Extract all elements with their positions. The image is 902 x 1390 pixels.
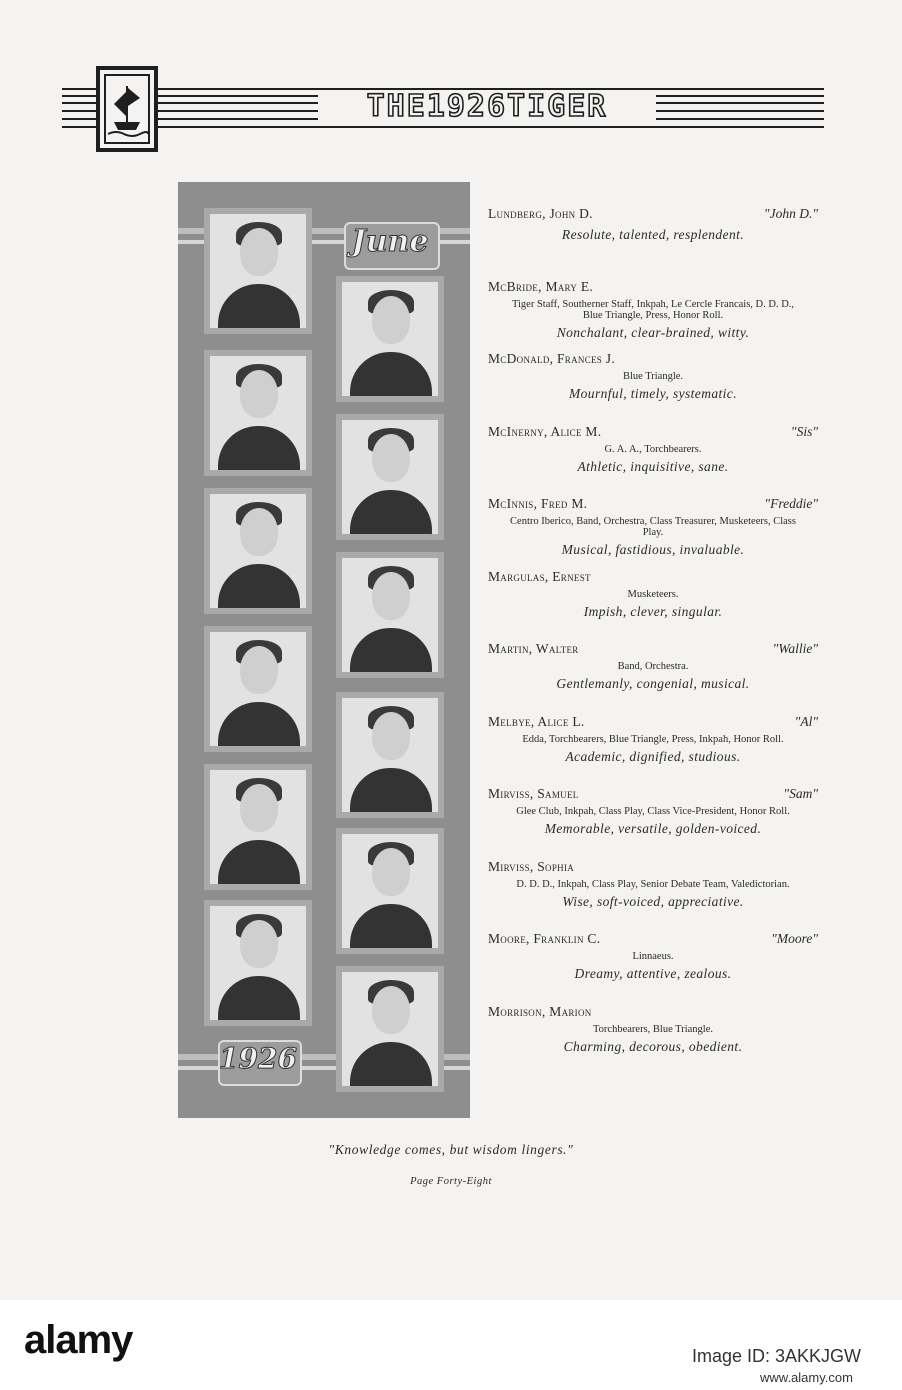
- name-line: [488, 859, 818, 876]
- portrait-photo: [204, 208, 312, 334]
- june-label: June: [351, 224, 429, 259]
- student-traits: Gentlemanly, congenial, musical.: [556, 676, 750, 691]
- name-line: [488, 279, 818, 296]
- student-nickname: "Sis": [790, 423, 818, 439]
- portrait-photo: [336, 414, 444, 540]
- student-activities: Edda, Torchbearers, Blue Triangle, Press, Inkpah, Honor Roll.: [522, 733, 784, 745]
- student-traits: Mournful, timely, systematic.: [569, 386, 737, 401]
- student-name: McBride, Mary E.: [488, 278, 594, 294]
- student-activities: Band, Orchestra.: [617, 661, 689, 672]
- photo-panel: [178, 182, 470, 1118]
- student-entry: [488, 641, 818, 714]
- portrait-photo: [336, 692, 444, 818]
- name-line: [488, 931, 818, 948]
- student-traits: Athletic, inquisitive, sane.: [577, 458, 729, 474]
- student-traits: Wise, soft-voiced, appreciative.: [562, 893, 744, 909]
- portrait-photo: [204, 350, 312, 476]
- student-activities: Centro Iberico, Band, Orchestra, Class Treasurer, Musketeers, Class Play.: [510, 516, 796, 538]
- ship-logo-icon: [96, 66, 158, 152]
- student-entry: [488, 931, 818, 1004]
- student-nickname: "Freddie": [764, 496, 818, 511]
- student-nickname: "John D.": [763, 206, 818, 221]
- name-line: [488, 424, 818, 441]
- student-name: McInerny, Alice M.: [488, 423, 602, 439]
- name-line: [488, 786, 818, 803]
- year-label: 1926: [219, 1042, 297, 1075]
- student-nickname: "Al": [794, 713, 818, 729]
- title-text: THE1926TIGER: [366, 89, 608, 124]
- student-entry: [488, 351, 818, 424]
- name-line: [488, 569, 818, 586]
- portrait-photo: [336, 552, 444, 678]
- student-entry: [488, 569, 818, 642]
- page-number: Page Forty-Eight: [410, 1176, 492, 1187]
- student-activities: Blue Triangle.: [622, 371, 684, 382]
- brand-url: www.alamy.com: [760, 1370, 853, 1385]
- student-activities: Tiger Staff, Southerner Staff, Inkpah, Le Cercle Francais, D. D. D., Blue Triangle, Press, Honor Roll.: [511, 298, 795, 321]
- name-line: [488, 1004, 818, 1021]
- portrait-photo: [336, 276, 444, 402]
- student-name: McInnis, Fred M.: [488, 496, 588, 511]
- name-line: [488, 351, 818, 368]
- student-name: Lundberg, John D.: [488, 206, 593, 221]
- student-traits: Resolute, talented, resplendent.: [561, 227, 745, 242]
- portrait-photo: [204, 764, 312, 890]
- student-activities: D. D. D., Inkpah, Class Play, Senior Debate Team, Valedictorian.: [516, 878, 790, 890]
- student-traits: Nonchalant, clear-brained, witty.: [556, 324, 750, 340]
- brand-logo: alamy: [24, 1318, 133, 1362]
- student-name: Melbye, Alice L.: [488, 713, 585, 729]
- student-entries: [488, 206, 818, 1076]
- student-name: Moore, Franklin C.: [488, 931, 601, 946]
- student-name: Mirviss, Samuel: [488, 786, 579, 801]
- yearbook-title: [318, 90, 656, 124]
- student-activities: Glee Club, Inkpah, Class Play, Class Vice-President, Honor Roll.: [516, 806, 790, 817]
- student-traits: Charming, decorous, obedient.: [563, 1038, 743, 1054]
- student-nickname: "Sam": [783, 786, 818, 801]
- class-motto: "Knowledge comes, but wisdom lingers.": [328, 1142, 574, 1157]
- student-entry: [488, 206, 818, 279]
- student-entry: [488, 786, 818, 859]
- portrait-photo: [336, 966, 444, 1092]
- student-traits: Musical, fastidious, invaluable.: [561, 542, 745, 557]
- student-traits: Memorable, versatile, golden-voiced.: [544, 821, 762, 836]
- student-traits: Impish, clever, singular.: [583, 603, 723, 619]
- portrait-photo: [204, 900, 312, 1026]
- student-activities: Linnaeus.: [632, 951, 674, 962]
- student-activities: G. A. A., Torchbearers.: [604, 443, 702, 455]
- name-line: [488, 641, 818, 658]
- student-nickname: "Wallie": [772, 641, 818, 656]
- name-line: [488, 206, 818, 223]
- student-entry: [488, 714, 818, 787]
- portrait-photo: [204, 626, 312, 752]
- student-name: Mirviss, Sophia: [488, 858, 575, 874]
- student-activities: Musketeers.: [627, 588, 679, 600]
- student-name: Martin, Walter: [488, 641, 579, 656]
- student-name: Margulas, Ernest: [488, 568, 591, 584]
- name-line: [488, 496, 818, 513]
- student-entry: [488, 496, 818, 569]
- student-name: Morrison, Marion: [488, 1003, 592, 1019]
- student-nickname: "Moore": [771, 931, 818, 946]
- name-line: [488, 714, 818, 731]
- student-entry: [488, 424, 818, 497]
- image-id: Image ID: 3AKKJGW: [692, 1346, 862, 1366]
- student-entry: [488, 859, 818, 932]
- portrait-photo: [336, 828, 444, 954]
- student-entry: [488, 1004, 818, 1077]
- portrait-photo: [204, 488, 312, 614]
- student-traits: Dreamy, attentive, zealous.: [574, 966, 732, 981]
- student-traits: Academic, dignified, studious.: [565, 748, 741, 764]
- student-name: McDonald, Frances J.: [488, 351, 616, 366]
- student-activities: Torchbearers, Blue Triangle.: [593, 1023, 713, 1035]
- student-entry: [488, 279, 818, 352]
